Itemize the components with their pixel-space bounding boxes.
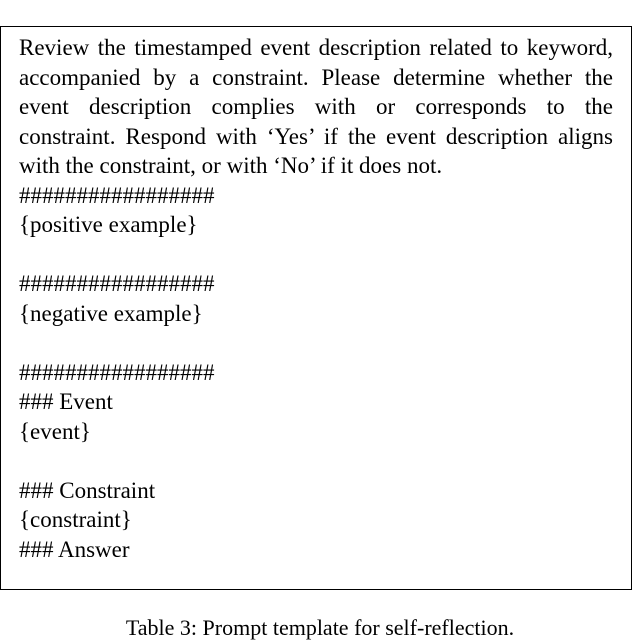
blank-line xyxy=(19,240,613,270)
prompt-template-box xyxy=(0,26,632,590)
event-heading: ### Event xyxy=(19,389,113,414)
table-caption: Table 3: Prompt template for self-reflection. xyxy=(125,615,515,640)
constraint-heading: ### Constraint xyxy=(19,477,156,503)
separator-line: ################# xyxy=(19,271,215,296)
blank-line xyxy=(19,446,613,476)
positive-example-placeholder: {positive example} xyxy=(19,212,198,237)
blank-line xyxy=(19,328,613,358)
answer-heading: ### Answer xyxy=(19,536,130,562)
event-placeholder: {event} xyxy=(19,418,91,444)
negative-example-placeholder: {negative example} xyxy=(19,300,203,326)
separator-line: ################# xyxy=(19,359,215,385)
constraint-placeholder: {constraint} xyxy=(19,507,132,532)
prompt-instruction-text: Review the timestamped event description related to keyword, accompanied by a constraint. Please determine whether the event description complies with or corresponds to the constraint. Respond with ‘Yes’ if the event description aligns with the constraint, or with ‘No’ if it does not. xyxy=(19,35,613,178)
separator-line: ################# xyxy=(19,182,215,208)
